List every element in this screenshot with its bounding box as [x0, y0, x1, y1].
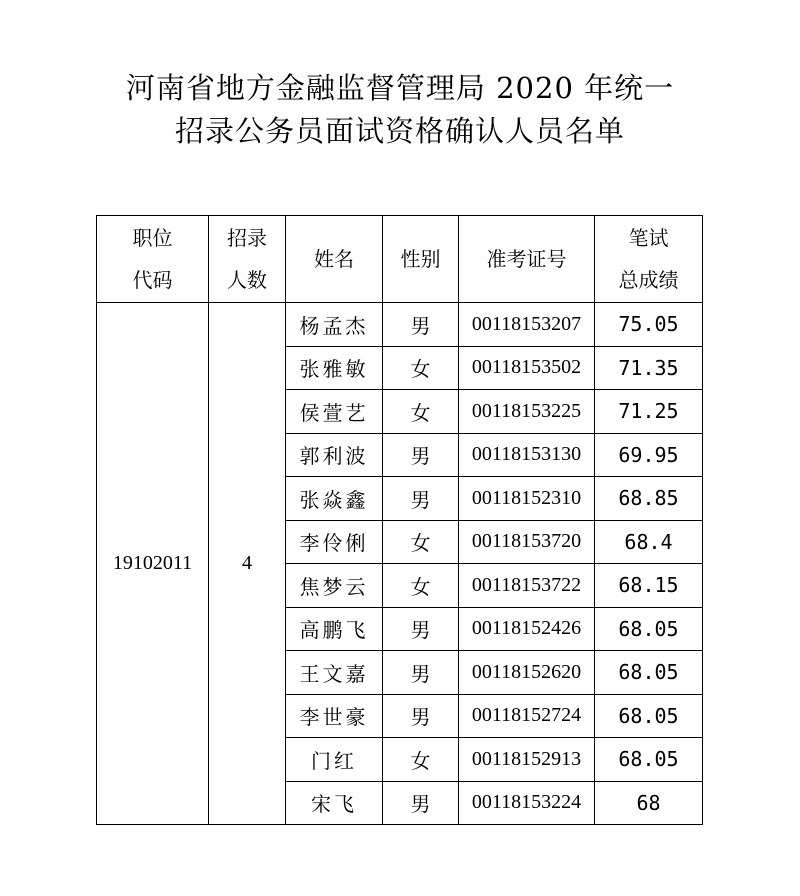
candidate-gender-cell: 男 — [383, 651, 459, 695]
header-written-score: 笔试 总成绩 — [595, 216, 703, 303]
candidate-score-cell: 68.05 — [595, 694, 703, 738]
candidate-name-cell: 焦梦云 — [286, 564, 383, 608]
table-header-row — [97, 216, 703, 303]
candidate-score-cell: 68.15 — [595, 564, 703, 608]
candidate-exam-id-cell: 00118152913 — [459, 738, 595, 782]
candidate-gender-cell: 男 — [383, 303, 459, 347]
page-title-line-1: 河南省地方金融监督管理局 2020 年统一 — [125, 71, 675, 105]
candidate-exam-id-cell: 00118152310 — [459, 477, 595, 521]
header-recruit-count: 招录 人数 — [209, 216, 286, 303]
candidate-gender-cell: 女 — [383, 390, 459, 434]
position-code-cell: 19102011 — [97, 303, 209, 825]
candidate-table — [96, 215, 703, 825]
candidate-name-cell: 王文嘉 — [286, 651, 383, 695]
candidate-score-cell: 68.4 — [595, 520, 703, 564]
candidate-name-cell: 宋飞 — [286, 781, 383, 825]
candidate-name-cell: 李世豪 — [286, 694, 383, 738]
candidate-score-cell: 68.05 — [595, 607, 703, 651]
header-name: 姓名 — [286, 216, 383, 303]
header-exam-id: 准考证号 — [459, 216, 595, 303]
candidate-gender-cell: 男 — [383, 781, 459, 825]
candidate-gender-cell: 女 — [383, 738, 459, 782]
candidate-name-cell: 张雅敏 — [286, 346, 383, 390]
candidate-name-cell: 高鹏飞 — [286, 607, 383, 651]
candidate-exam-id-cell: 00118152426 — [459, 607, 595, 651]
table-body — [97, 303, 703, 825]
table-row — [97, 303, 703, 347]
candidate-score-cell: 68.85 — [595, 477, 703, 521]
candidate-score-cell: 75.05 — [595, 303, 703, 347]
page-title-line-2: 招录公务员面试资格确认人员名单 — [174, 114, 625, 148]
candidate-score-cell: 68 — [595, 781, 703, 825]
candidate-exam-id-cell: 00118153722 — [459, 564, 595, 608]
candidate-exam-id-cell: 00118153502 — [459, 346, 595, 390]
candidate-gender-cell: 男 — [383, 433, 459, 477]
candidate-exam-id-cell: 00118153224 — [459, 781, 595, 825]
candidate-score-cell: 71.35 — [595, 346, 703, 390]
candidate-name-cell: 张焱鑫 — [286, 477, 383, 521]
header-position-code: 职位 代码 — [97, 216, 209, 303]
candidate-name-cell: 李伶俐 — [286, 520, 383, 564]
candidate-exam-id-cell: 00118153720 — [459, 520, 595, 564]
candidate-exam-id-cell: 00118152724 — [459, 694, 595, 738]
candidate-gender-cell: 男 — [383, 607, 459, 651]
candidate-exam-id-cell: 00118153225 — [459, 390, 595, 434]
candidate-gender-cell: 女 — [383, 346, 459, 390]
candidate-gender-cell: 男 — [383, 694, 459, 738]
candidate-exam-id-cell: 00118153130 — [459, 433, 595, 477]
candidate-exam-id-cell: 00118153207 — [459, 303, 595, 347]
candidate-gender-cell: 男 — [383, 477, 459, 521]
candidate-score-cell: 68.05 — [595, 651, 703, 695]
candidate-name-cell: 门红 — [286, 738, 383, 782]
candidate-name-cell: 杨孟杰 — [286, 303, 383, 347]
recruit-count-cell: 4 — [209, 303, 286, 825]
candidate-gender-cell: 女 — [383, 520, 459, 564]
candidate-name-cell: 侯萱艺 — [286, 390, 383, 434]
candidate-score-cell: 68.05 — [595, 738, 703, 782]
candidate-score-cell: 71.25 — [595, 390, 703, 434]
candidate-gender-cell: 女 — [383, 564, 459, 608]
candidate-score-cell: 69.95 — [595, 433, 703, 477]
header-gender: 性别 — [383, 216, 459, 303]
candidate-exam-id-cell: 00118152620 — [459, 651, 595, 695]
candidate-name-cell: 郭利波 — [286, 433, 383, 477]
